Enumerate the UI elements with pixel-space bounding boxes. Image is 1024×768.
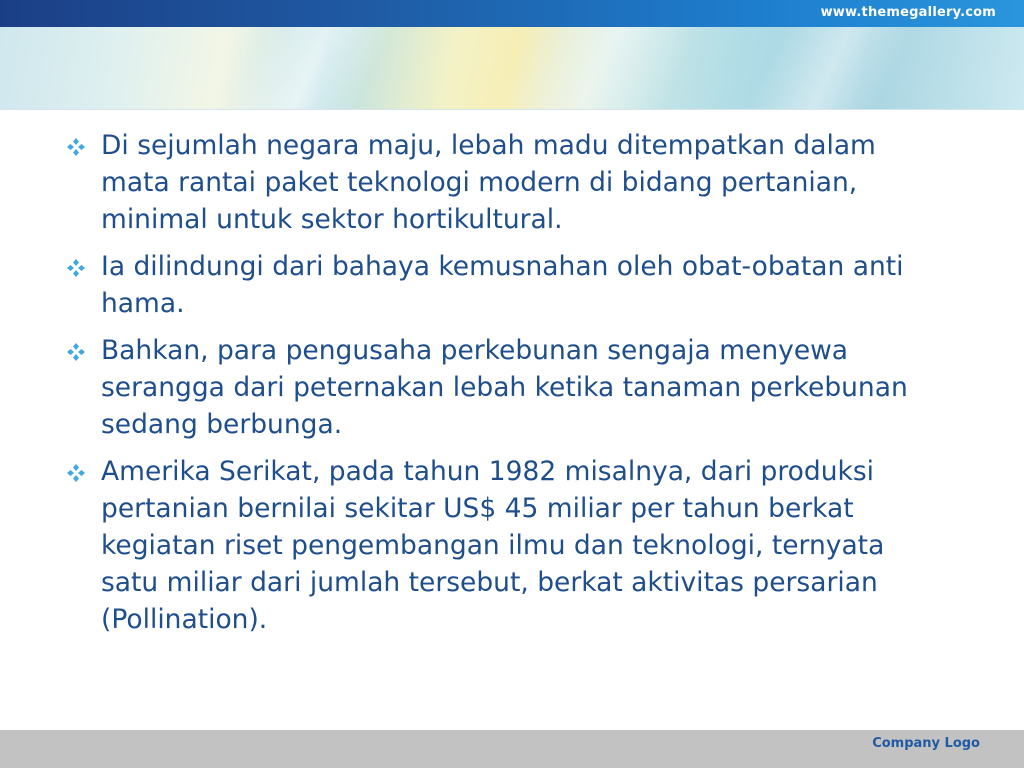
bullet-item (66, 332, 946, 443)
website-url: www.themegallery.com (820, 5, 996, 20)
bullet-text: Ia dilindungi dari bahaya kemusnahan oleh obat-obatan anti hama. (101, 251, 904, 319)
bullet-text: Bahkan, para pengusaha perkebunan sengaja menyewa serangga dari peternakan lebah ketika tanaman perkebunan sedang berbunga. (101, 335, 908, 440)
footer-bar (0, 730, 1024, 768)
bullet-item (66, 453, 946, 638)
slide-content (66, 127, 946, 648)
banner-divider (0, 109, 1024, 110)
company-logo-text: Company Logo (872, 736, 980, 751)
four-diamond-bullet-icon (66, 258, 86, 278)
bullet-text: Di sejumlah negara maju, lebah madu ditempatkan dalam mata rantai paket teknologi modern di bidang pertanian, minimal untuk sektor hortikultural. (101, 130, 876, 235)
banner-light-streaks (0, 27, 1024, 110)
four-diamond-bullet-icon (66, 342, 86, 362)
bullet-item (66, 248, 946, 322)
four-diamond-bullet-icon (66, 463, 86, 483)
bullet-text: Amerika Serikat, pada tahun 1982 misalnya, dari produksi pertanian bernilai sekitar US$ 45 miliar per tahun berkat kegiatan riset pengembangan ilmu dan teknologi, ternyata satu miliar dari jumlah tersebut, berkat aktivitas persarian (Pollination). (101, 456, 885, 635)
four-diamond-bullet-icon (66, 137, 86, 157)
header-banner (0, 27, 1024, 110)
bullet-item (66, 127, 946, 238)
bullet-list (66, 127, 946, 638)
top-bar (0, 0, 1024, 27)
